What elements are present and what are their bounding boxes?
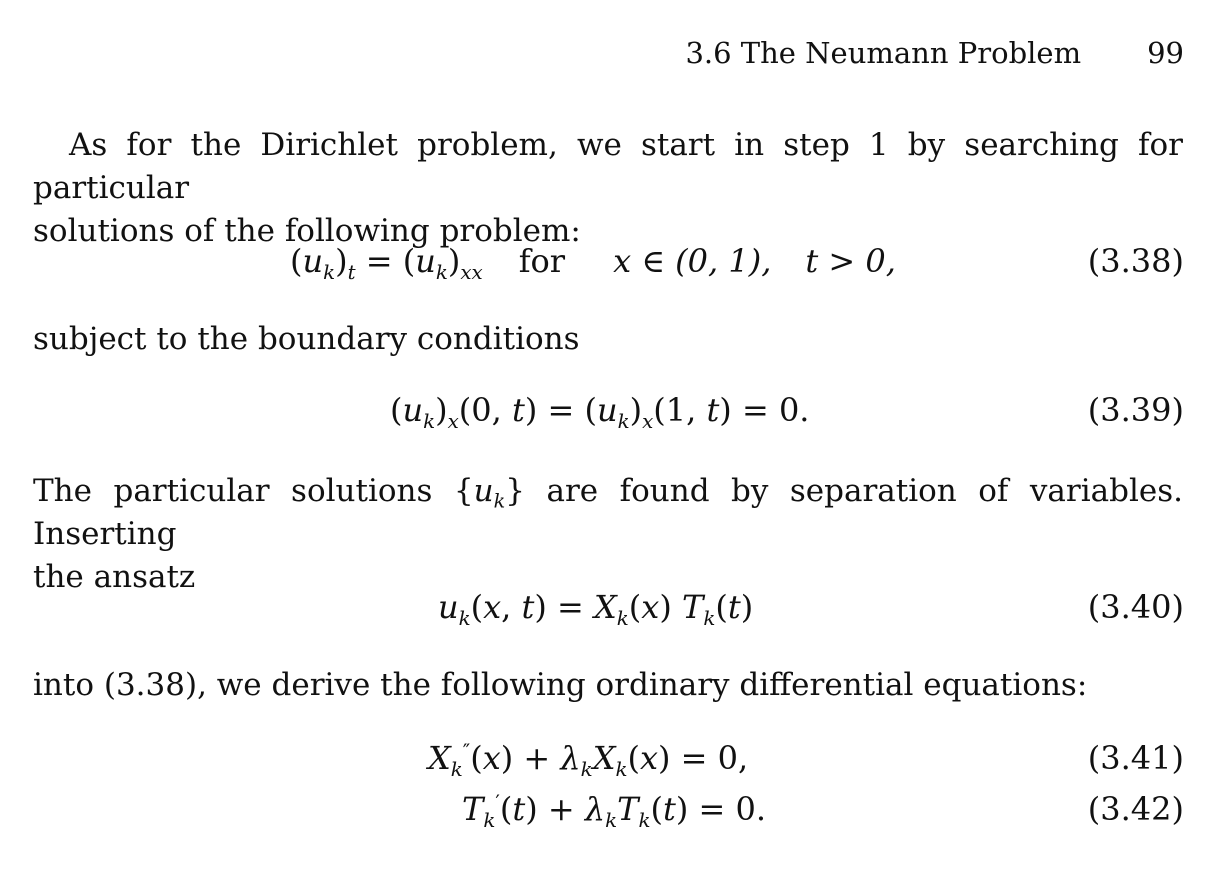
paragraph-line: The particular solutions $\{u_k\}$ are found by separation of variables. Inserting: [33, 473, 1183, 552]
equation-3-40: [0, 588, 1232, 634]
equation-condition: t > 0,: [805, 242, 896, 280]
page-number: 99: [1147, 36, 1184, 70]
paragraph-intro: [33, 124, 1183, 253]
equation-3-41: [0, 739, 1232, 785]
paragraph-ode: [33, 664, 1183, 707]
paragraph-line: the ansatz: [33, 559, 196, 595]
paragraph-line: As for the Dirichlet problem, we start in step 1 by searching for particular: [33, 127, 1183, 206]
equation-body: $X_k''(x) + \lambda_kX_k(x) = 0$,: [428, 739, 749, 781]
equation-body: $u_k(x$, $t) = X_k(x)$ $T_k(t)$: [438, 588, 754, 630]
paragraph-line: subject to the boundary conditions: [33, 321, 580, 357]
running-header: [685, 36, 1184, 70]
equation-number: (3.39): [1087, 391, 1184, 429]
equation-body: $(u_k)_x(0$, $t) = (u_k)_x(1$, t) = 0.: [390, 391, 810, 433]
equation-3-38: [0, 242, 1232, 288]
equation-3-42: [0, 790, 1232, 836]
equation-body: $(u_k)_t = (u_k)_{xx}$ for x ∈ (0, 1), t > 0,: [290, 242, 896, 284]
equation-number: (3.41): [1087, 739, 1184, 777]
equation-number: (3.42): [1087, 790, 1184, 828]
paragraph-line: into (3.38), we derive the following ordinary differential equations:: [33, 667, 1088, 703]
paragraph-boundary: [33, 318, 1183, 361]
equation-domain: x ∈ (0, 1),: [613, 242, 772, 280]
equation-3-39: [0, 391, 1232, 437]
equation-for-word: for: [518, 242, 566, 280]
section-title: 3.6 The Neumann Problem: [685, 36, 1082, 70]
equation-number: (3.40): [1087, 588, 1184, 626]
equation-body: $T_k'(t) + \lambda_kT_k(t) = 0$.: [462, 790, 767, 832]
text-fragment: are found by separation of variables. Inserting: [33, 473, 1183, 552]
equation-number: (3.38): [1087, 242, 1184, 280]
paragraph-separation: [33, 470, 1183, 599]
paragraph-line: solutions of the following problem:: [33, 213, 581, 249]
text-fragment: The particular solutions: [33, 473, 454, 509]
